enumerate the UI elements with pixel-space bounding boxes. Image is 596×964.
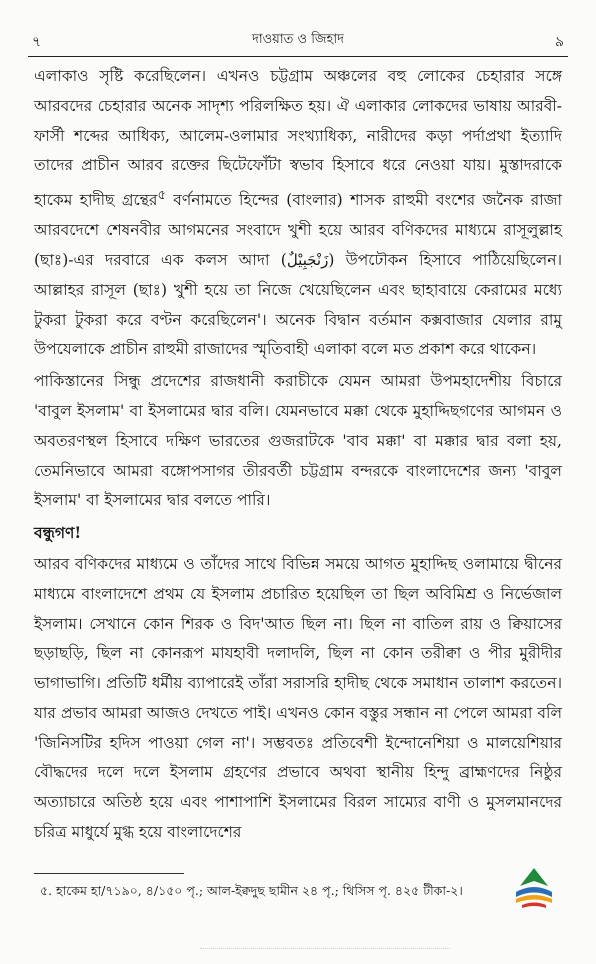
footnote-divider (34, 873, 184, 874)
footnote-marker: ৫ (157, 188, 166, 204)
main-text (34, 62, 562, 848)
footnote: ৫. হাকেম হা/৭১৯০, ৪/১৫০ পৃ.; আল-ইক্বদুছ ছামীন ২৪ পৃ.; থিসিস পৃ. ৪২৫ টীকা-২। (40, 883, 463, 898)
section-heading: বন্ধুগণ! (34, 523, 82, 543)
header-page-number-right: ৯ (554, 34, 564, 50)
header-title: দাওয়াত ও জিহাদ (252, 32, 344, 47)
header-page-number-left: ৭ (32, 34, 42, 50)
paragraph-1 (34, 62, 562, 365)
logo-red-wave (522, 903, 546, 909)
publisher-logo-icon (508, 862, 560, 912)
header-divider (28, 56, 568, 57)
bottom-edge-marks (200, 948, 450, 949)
paragraph-3: আরব বণিকদের মাধ্যমে ও তাঁদের সাথে বিভিন্ন সময়ে আগত মুহাদ্দিছ ওলামায়ে দ্বীনের মাধ্যমে বাংলাদেশে প্রথম যে ইসলাম প্রচারিত হয়েছিল তা ছিল অবিমিশ্র ও নির্ভেজাল ইসলাম। সেখানে কোন শিরক ও বিদ'আত ছিল না। ছিল না বাতিল রায় ও ক্বিয়াসের ছড়াছড়ি, ছিল না কোনরূপ মাযহাবী দলাদলি, ছিল না কোন তরীক্বা ও পীর মুরীদীর ভাগাভাগি। প্রতিটি ধর্মীয় ব্যাপারেই তাঁরা সরাসরি হাদীছ থেকে সমাধান তালাশ করতেন। যার প্রভাব আমরা আজও দেখতে পাই। এখনও কোন বস্তুর সন্ধান না পেলে আমরা বলি 'জিনিসটির হদিস পাওয়া গেল না'। সম্ভবতঃ প্রতিবেশী ইন্দোনেশিয়া ও মালয়েশিয়ার বৌদ্ধদের দলে দলে ইসলাম গ্রহণের প্রভাবে অথবা স্থানীয় হিন্দু ব্রাহ্মণদের নিষ্ঠুর অত্যাচারে অতিষ্ঠ হয়ে এবং পাশাপাশি ইসলামের বিরল সাম্যের বাণী ও মুসলমানদের চরিত্র মাধুর্যে মুগ্ধ হয়ে বাংলাদেশের (34, 554, 562, 842)
arabic-word: زَنْجَبِيْلٌ (286, 250, 329, 269)
paragraph-1-part-2: বর্ণনামতে হিন্দের (বাংলার) শাসক রাহুমী বংশের জনৈক রাজা আরবদেশে শেষনবীর আগমনের সংবাদে খুশী হয়ে আরব বণিকদের মাধ্যমে রাসূলুল্লাহ (ছাঃ)-এর দরবারে এক কলস আদা ( (34, 191, 562, 269)
running-header (28, 30, 568, 56)
paragraph-1-part-3: ) উপঢৌকন হিসাবে পাঠিয়েছিলেন। আল্লাহর রাসূল (ছাঃ) খুশী হয়ে তা নিজে খেয়েছিলেন এবং ছাহাবায়ে কেরামের মধ্যে টুকরা টুকরা করে বণ্টন করেছিলেন'। অনেক বিদ্বান বর্তমান কক্সবাজার যেলার রামু উপযেলাকে প্রাচীন রাহুমী রাজাদের স্মৃতিবাহী এলাকা বলে মত প্রকাশ করে থাকেন। (34, 250, 563, 359)
paragraph-2: পাকিস্তানের সিন্ধু প্রদেশের রাজধানী করাচীকে যেমন আমরা উপমহাদেশীয় বিচারে 'বাবুল ইসলাম' বা ইসলামের দ্বার বলি। যেমনভাবে মক্কা থেকে মুহাদ্দিছগণের আগমন ও অবতরণস্থল হিসাবে দক্ষিণ ভারতের গুজরাটকে 'বাব মক্কা' বা মক্কার দ্বার বলা হয়, তেমনিভাবে আমরা বঙ্গোপসাগর তীরবর্তী চট্টগ্রাম বন্দরকে বাংলাদেশের জন্য 'বাবুল ইসলাম' বা ইসলামের দ্বার বলতে পারি। (34, 372, 562, 510)
logo-roof-shape (520, 868, 548, 886)
paragraph-1-part-1: এলাকাও সৃষ্টি করেছিলেন। এখনও চট্টগ্রাম অঞ্চলের বহু লোকের চেহারার সঙ্গে আরবদের চেহারার অনেক সাদৃশ্য পরিলক্ষিত হয়। ঐ এলাকার লোকদের ভাষায় আরবী-ফার্সী শব্দের আধিক্য, আলেম-ওলামার সংখ্যাধিক্য, নারীদের কড়া পর্দাপ্রথা ইত্যাদি তাদের প্রাচীন আরব রক্তের ছিটেফোঁটা স্বভাব হিসাবে ধরে নেওয়া যায়। মুস্তাদরাকে হাকেম হাদীছ গ্রন্থের (34, 67, 562, 210)
logo-orange-wave (516, 895, 552, 903)
